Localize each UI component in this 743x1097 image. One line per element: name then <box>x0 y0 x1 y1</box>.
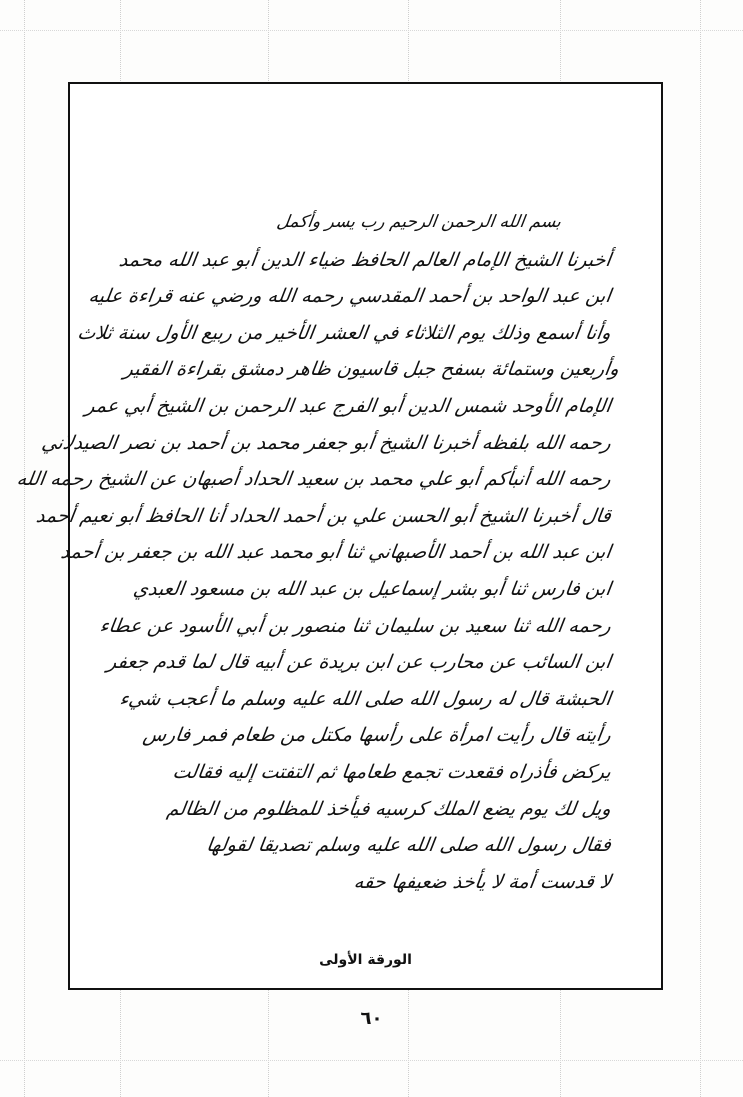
manuscript-line: قال أخبرنا الشيخ أبو الحسن علي بن أحمد الحداد أنا الحافظ أبو نعيم أحمد <box>34 504 613 527</box>
manuscript-text <box>15 212 621 922</box>
manuscript-line: رحمه الله أنبأكم أبو علي محمد بن سعيد الحداد أصبهان عن الشيخ رحمه الله <box>15 468 613 491</box>
manuscript-line: أخبرنا الشيخ الإمام العالم الحافظ ضياء الدين أبو عبد الله محمد <box>117 248 613 271</box>
manuscript-line: فقال رسول الله صلى الله عليه وسلم تصديقا لقولها <box>205 834 613 857</box>
manuscript-line: رأيته قال رأيت امرأة على رأسها مكتل من طعام فمر فارس <box>141 724 613 747</box>
manuscript-line: ابن السائب عن محارب عن ابن بريدة عن أبيه قال لما قدم جعفر <box>105 651 613 674</box>
manuscript-frame <box>15 82 663 990</box>
manuscript-line: ويل لك يوم يضع الملك كرسيه فيأخذ للمظلوم من الظالم <box>165 797 613 820</box>
manuscript-line: الحبشة قال له رسول الله صلى الله عليه وسلم ما أعجب شيء <box>118 687 613 710</box>
scan-guide-line <box>700 0 701 1097</box>
scan-guide-line <box>0 1060 743 1061</box>
scan-guide-line <box>24 0 25 1097</box>
leaf-caption: الورقة الأولى <box>319 952 412 968</box>
manuscript-line: رحمه الله بلفظه أخبرنا الشيخ أبو جعفر محمد بن أحمد بن نصر الصيدلاني <box>40 431 613 454</box>
manuscript-line: ابن عبد الله بن أحمد الأصبهاني ثنا أبو محمد عبد الله بن جعفر بن أحمد <box>59 541 613 564</box>
manuscript-line: يركض فأذراه فقعدت تجمع طعامها ثم التفتت إليه فقالت <box>171 761 613 783</box>
manuscript-line: الإمام الأوحد شمس الدين أبو الفرج عبد الرحمن بن الشيخ أبي عمر <box>84 395 613 417</box>
scan-guide-line <box>0 30 743 31</box>
manuscript-line: لا قدست أمة لا يأخذ ضعيفها حقه <box>352 870 613 893</box>
manuscript-line: بسم الله الرحمن الرحيم رب يسر وأكمل <box>275 212 563 232</box>
manuscript-line: رحمه الله ثنا سعيد بن سليمان ثنا منصور بن أبي الأسود عن عطاء <box>98 614 613 637</box>
page-number: ٦٠ <box>360 1008 383 1029</box>
manuscript-line: وأربعين وستمائة بسفح جبل قاسيون ظاهر دمشق بقراءة الفقير <box>122 358 621 381</box>
manuscript-line: ابن فارس ثنا أبو بشر إسماعيل بن عبد الله بن مسعود العبدي <box>131 578 613 600</box>
manuscript-line: وأنا أسمع وذلك يوم الثلاثاء في العشر الأخير من ربيع الأول سنة ثلاث <box>75 321 613 344</box>
manuscript-line: ابن عبد الواحد بن أحمد المقدسي رحمه الله ورضي عنه قراءة عليه <box>87 285 613 308</box>
